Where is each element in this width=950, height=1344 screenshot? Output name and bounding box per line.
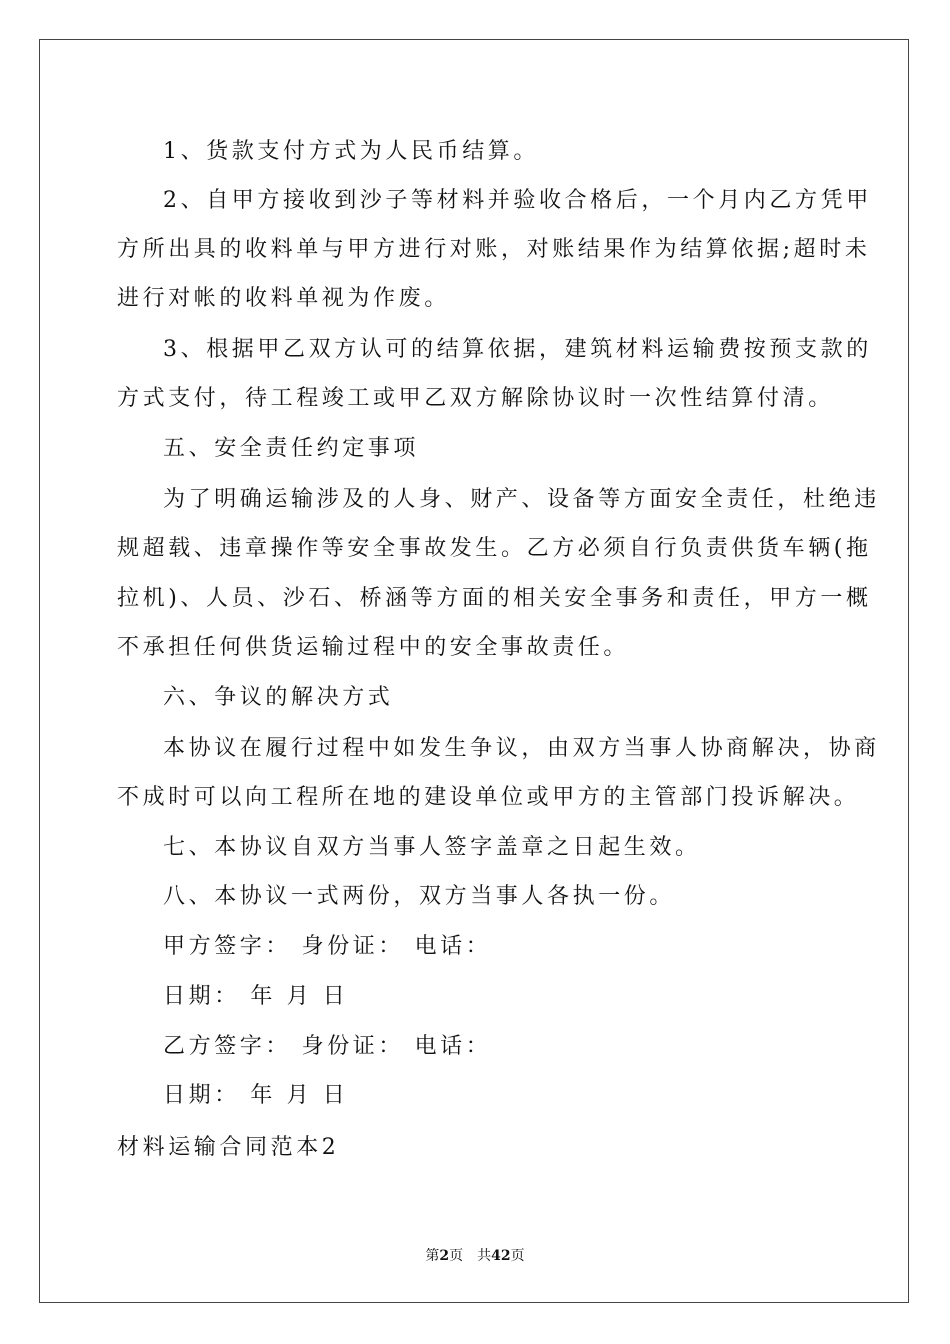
signature-line-party-a: 甲方签字： 身份证： 电话： xyxy=(163,934,492,959)
page-prefix: 第 xyxy=(425,1248,440,1264)
paragraph-line: 3、根据甲乙双方认可的结算依据，建筑材料运输费按预支款的 xyxy=(163,337,872,362)
paragraph-line: 1、货款支付方式为人民币结算。 xyxy=(163,139,539,164)
paragraph-line: 不成时可以向工程所在地的建设单位或甲方的主管部门投诉解决。 xyxy=(117,785,860,810)
section-heading: 五、安全责任约定事项 xyxy=(163,436,420,461)
document-title-next: 材料运输合同范本2 xyxy=(117,1135,340,1160)
total-prefix: 共 xyxy=(477,1248,492,1264)
date-line-party-a: 日期： 年 月 日 xyxy=(163,984,349,1009)
page-footer xyxy=(0,1247,950,1265)
date-line-party-b: 日期： 年 月 日 xyxy=(163,1083,349,1108)
paragraph-line: 七、本协议自双方当事人签字盖章之日起生效。 xyxy=(163,835,701,860)
paragraph-line: 八、本协议一式两份，双方当事人各执一份。 xyxy=(163,884,676,909)
section-heading: 六、争议的解决方式 xyxy=(163,685,394,710)
paragraph-line: 2、自甲方接收到沙子等材料并验收合格后，一个月内乙方凭甲 xyxy=(163,188,872,213)
paragraph-line: 方式支付，待工程竣工或甲乙双方解除协议时一次性结算付清。 xyxy=(117,386,834,411)
page-suffix: 页 xyxy=(449,1248,464,1264)
page-border xyxy=(39,39,909,1303)
page-number: 2 xyxy=(439,1248,450,1264)
total-suffix: 页 xyxy=(510,1248,525,1264)
paragraph-line: 规超载、违章操作等安全事故发生。乙方必须自行负责供货车辆(拖 xyxy=(117,536,872,561)
paragraph-line: 拉机)、人员、沙石、桥涵等方面的相关安全事务和责任，甲方一概 xyxy=(117,586,872,611)
paragraph-line: 本协议在履行过程中如发生争议，由双方当事人协商解决，协商 xyxy=(163,736,880,761)
total-pages: 42 xyxy=(491,1248,511,1264)
paragraph-line: 进行对帐的收料单视为作废。 xyxy=(117,286,450,311)
paragraph-line: 方所出具的收料单与甲方进行对账，对账结果作为结算依据;超时未 xyxy=(117,237,871,262)
paragraph-line: 为了明确运输涉及的人身、财产、设备等方面安全责任，杜绝违 xyxy=(163,487,880,512)
paragraph-line: 不承担任何供货运输过程中的安全事故责任。 xyxy=(117,635,630,660)
signature-line-party-b: 乙方签字： 身份证： 电话： xyxy=(163,1034,492,1059)
